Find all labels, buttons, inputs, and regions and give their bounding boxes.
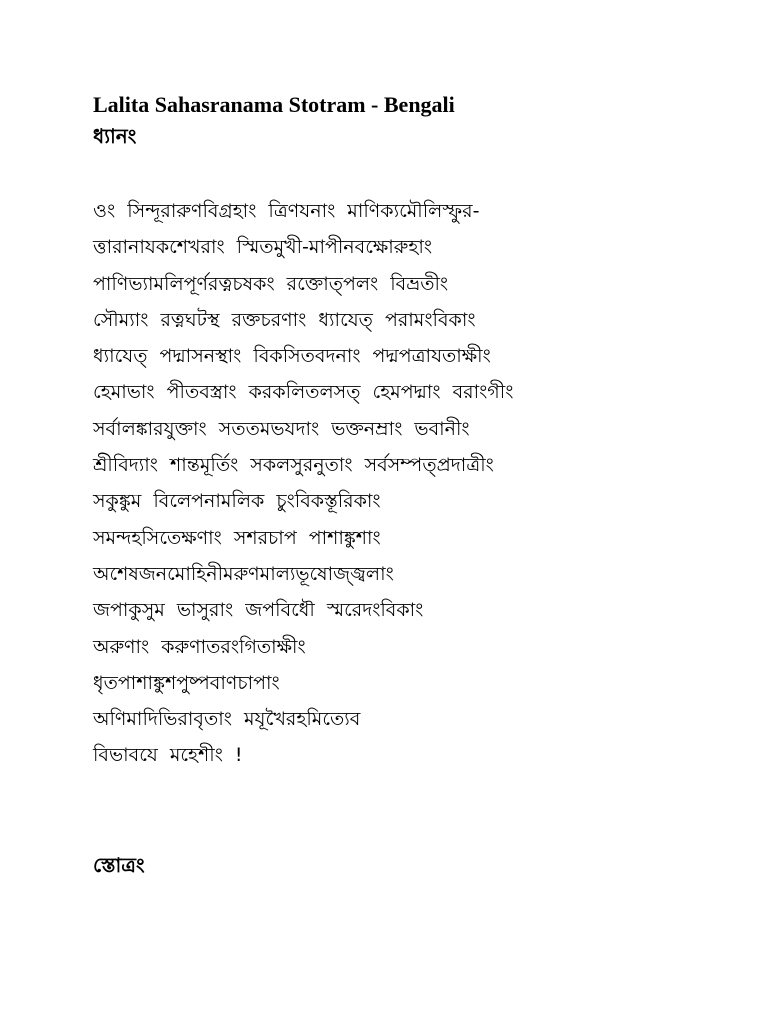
verse-line: ত্তারানাযকশেখরাং স্মিতমুখী-মাপীনবক্ষোরুহাং — [93, 236, 433, 259]
verse-line: সমন্দহসিতেক্ষণাং সশরচাপ পাশাঙ্কুশাং — [93, 526, 381, 549]
dhyanam-verse — [93, 193, 733, 774]
verse-line: অরুণাং করুণাতরংগিতাক্ষীং — [93, 635, 306, 658]
stotram-heading: স্তোত্রং — [93, 853, 145, 877]
verse-line: সর্বালঙ্কারযুক্তাং সততমভযদাং ভক্তনম্রাং ভবানীং — [93, 417, 470, 440]
verse-line: হেমাভাং পীতবস্ত্রাং করকলিতলসত্ হেমপদ্মাং বরাংগীং — [93, 381, 514, 404]
verse-line: শ্রীবিদ্যাং শান্তমূর্তিং সকলসুরনুতাং সর্বসম্পত্প্রদাত্রীং — [93, 454, 494, 477]
verse-line: অণিমাদিভিরাবৃতাং মযূখৈরহমিত্যেব — [93, 708, 361, 731]
verse-line: সৌম্যাং রত্নঘটস্থ রক্তচরণাং ধ্যাযেত্ পরামংবিকাং — [93, 308, 476, 331]
verse-line: জপাকুসুম ভাসুরাং জপবিধৌ স্মরেদংবিকাং — [93, 599, 424, 622]
document-title: Lalita Sahasranama Stotram - Bengali — [93, 92, 455, 117]
verse-line: পাণিভ্যামলিপূর্ণরত্নচষকং রক্তোত্পলং বিভ্রতীং — [93, 272, 449, 295]
verse-line: বিভাবযে মহেশীং ! — [93, 744, 243, 767]
verse-line: ধ্যাযেত্ পদ্মাসনস্থাং বিকসিতবদনাং পদ্মপত্রাযতাক্ষীং — [93, 345, 491, 368]
verse-line: ওং সিন্দূরারুণবিগ্রহাং ত্রিণযনাং মাণিক্যমৌলিস্ফুর- — [93, 200, 480, 222]
verse-line: সকুঙ্কুম বিলেপনামলিক চুংবিকস্তূরিকাং — [93, 490, 381, 513]
dhyanam-heading: ধ্যানং — [93, 124, 137, 148]
verse-line: অশেষজনমোহিনীমরুণমাল্যভূষোজ্জ্বলাং — [93, 562, 394, 585]
verse-line: ধৃতপাশাঙ্কুশপুষ্পবাণচাপাং — [93, 671, 280, 694]
